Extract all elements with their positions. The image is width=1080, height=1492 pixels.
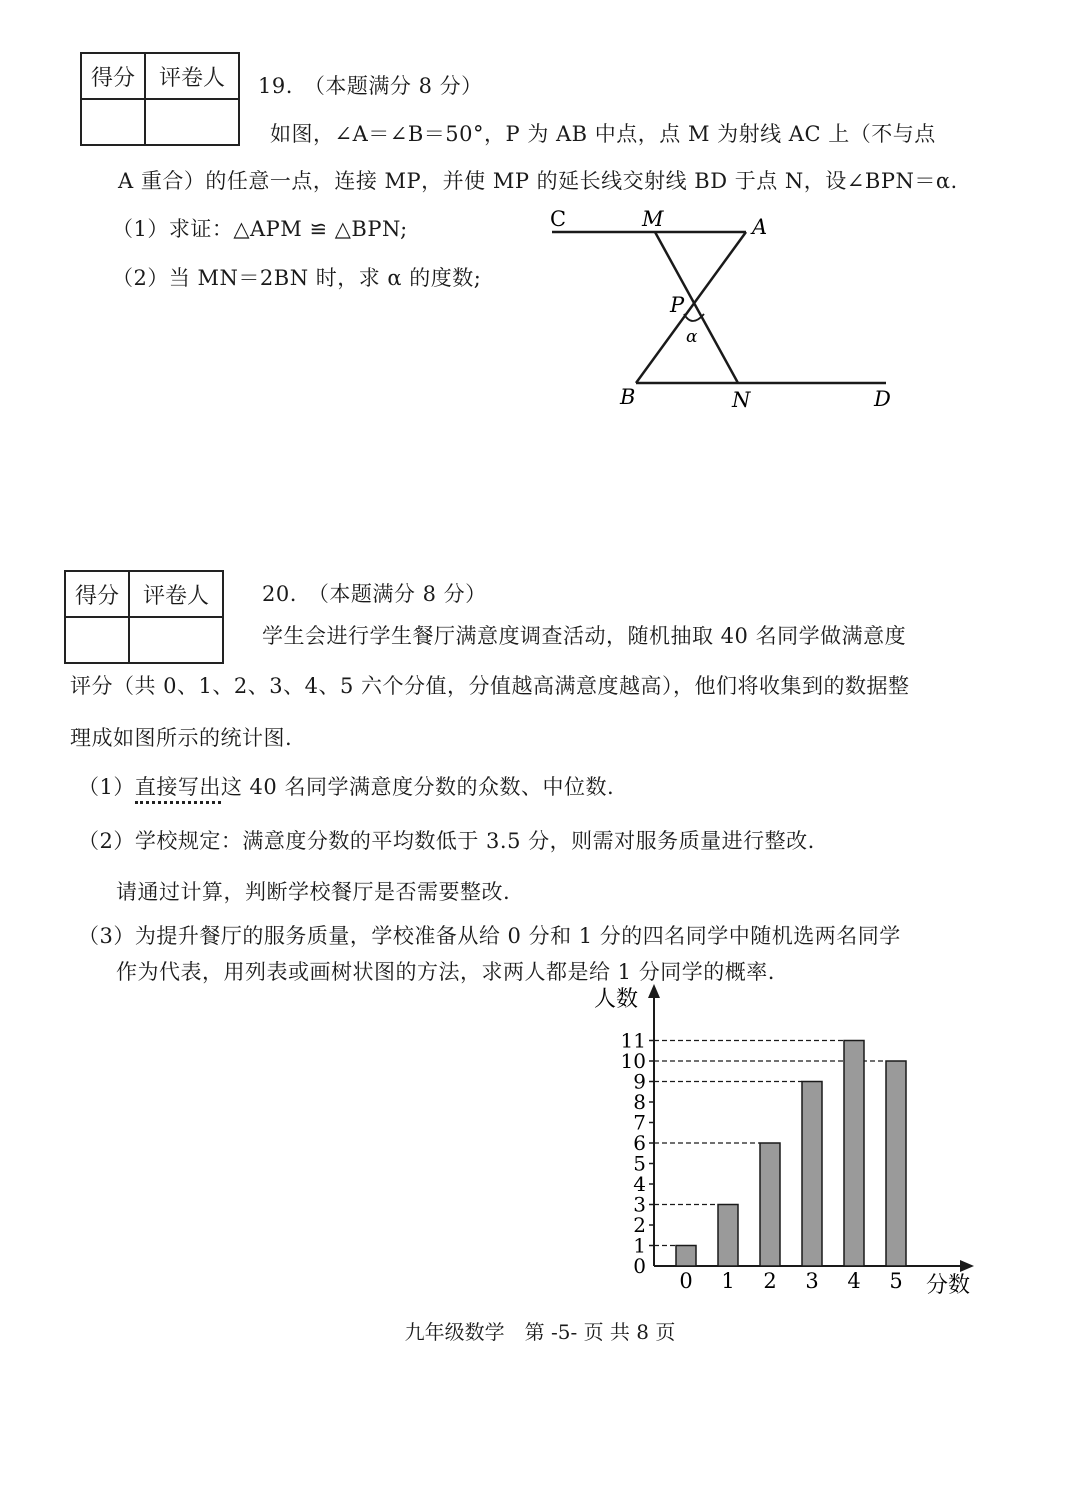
- q20-line3: 理成如图所示的统计图.: [70, 726, 293, 750]
- q19-header: 19. （本题满分 8 分）: [258, 74, 483, 98]
- label-d: D: [874, 387, 891, 411]
- x-tick-label: 1: [721, 1269, 735, 1293]
- q19-line1: 如图，∠A＝∠B＝50°，P 为 AB 中点，点 M 为射线 AC 上（不与点: [270, 122, 936, 146]
- q20-part3b: 作为代表，用列表或画树状图的方法，求两人都是给 1 分同学的概率.: [116, 960, 775, 984]
- y-tick-label: 0: [633, 1254, 646, 1278]
- score-label: 得分: [81, 53, 145, 99]
- bar-0: [676, 1246, 696, 1267]
- y-tick-label: 3: [633, 1192, 646, 1217]
- bar-4: [844, 1041, 864, 1267]
- label-alpha: α: [686, 327, 698, 347]
- x-tick-label: 5: [889, 1269, 903, 1293]
- y-tick-label: 4: [633, 1172, 646, 1196]
- segment-mn: [655, 232, 738, 383]
- x-axis-title: 分数: [926, 1273, 971, 1298]
- label-b: B: [620, 385, 636, 409]
- y-tick-label: 7: [633, 1110, 646, 1135]
- y-tick-label: 2: [633, 1213, 646, 1237]
- q20-score-table: [64, 570, 224, 664]
- score-cell: [65, 617, 129, 663]
- q20-header: 20. （本题满分 8 分）: [262, 582, 487, 606]
- bar-1: [718, 1205, 738, 1267]
- x-axis-arrow: [960, 1260, 974, 1272]
- q20-part3a: （3）为提升餐厅的服务质量，学校准备从给 0 分和 1 分的四名同学中随机选两名同学: [78, 924, 901, 948]
- bar-5: [886, 1061, 906, 1266]
- q20-line2: 评分（共 0、1、2、3、4、5 六个分值，分值越高满意度越高），他们将收集到的数据整: [70, 674, 910, 698]
- grader-label: 评卷人: [129, 571, 223, 617]
- y-tick-label: 8: [633, 1090, 646, 1114]
- q19-part1: （1）求证：△APM ≌ △BPN;: [112, 217, 408, 241]
- q19-part2: （2）当 MN＝2BN 时，求 α 的度数;: [112, 266, 482, 290]
- grader-label: 评卷人: [145, 53, 239, 99]
- q20-line1: 学生会进行学生餐厅满意度调查活动，随机抽取 40 名同学做满意度: [262, 624, 907, 648]
- y-tick-label: 11: [620, 1028, 646, 1053]
- bar-2: [760, 1143, 780, 1266]
- y-tick-label: 10: [620, 1049, 646, 1073]
- y-tick-label: 1: [633, 1233, 646, 1258]
- x-tick-label: 0: [679, 1269, 693, 1293]
- q20-part1-prefix: （1）: [78, 775, 135, 799]
- grader-cell: [129, 617, 223, 663]
- y-tick-label: 9: [633, 1069, 646, 1094]
- q20-part1-dotted: 直接写出: [135, 775, 221, 804]
- label-c: C: [550, 207, 567, 231]
- score-label: 得分: [65, 571, 129, 617]
- geometry-figure: [540, 200, 920, 420]
- q19-score-table: [80, 52, 240, 146]
- x-tick-label: 3: [805, 1269, 819, 1293]
- y-tick-label: 5: [633, 1151, 646, 1176]
- q19-line2: A 重合）的任意一点，连接 MP，并使 MP 的延长线交射线 BD 于点 N，设∠BPN＝α.: [118, 169, 958, 193]
- page-footer: 九年级数学 第 -5- 页 共 8 页: [404, 1320, 676, 1344]
- q20-part2b: 请通过计算，判断学校餐厅是否需要整改.: [116, 880, 511, 904]
- y-axis-title: 人数: [594, 987, 639, 1012]
- y-tick-label: 6: [633, 1131, 646, 1155]
- label-n: N: [732, 388, 751, 412]
- grader-cell: [145, 99, 239, 145]
- segment-ab: [636, 232, 746, 383]
- score-cell: [81, 99, 145, 145]
- x-tick-label: 4: [847, 1269, 861, 1293]
- q20-part1-rest: 这 40 名同学满意度分数的众数、中位数.: [220, 775, 615, 799]
- y-axis-arrow: [648, 984, 660, 998]
- q20-part1: [78, 771, 614, 801]
- label-a: A: [752, 215, 768, 239]
- bar-chart: [590, 980, 990, 1300]
- bar-3: [802, 1082, 822, 1267]
- q20-part2: （2）学校规定：满意度分数的平均数低于 3.5 分，则需对服务质量进行整改.: [78, 829, 815, 853]
- x-tick-label: 2: [763, 1269, 777, 1293]
- label-m: M: [642, 207, 664, 231]
- label-p: P: [670, 293, 685, 317]
